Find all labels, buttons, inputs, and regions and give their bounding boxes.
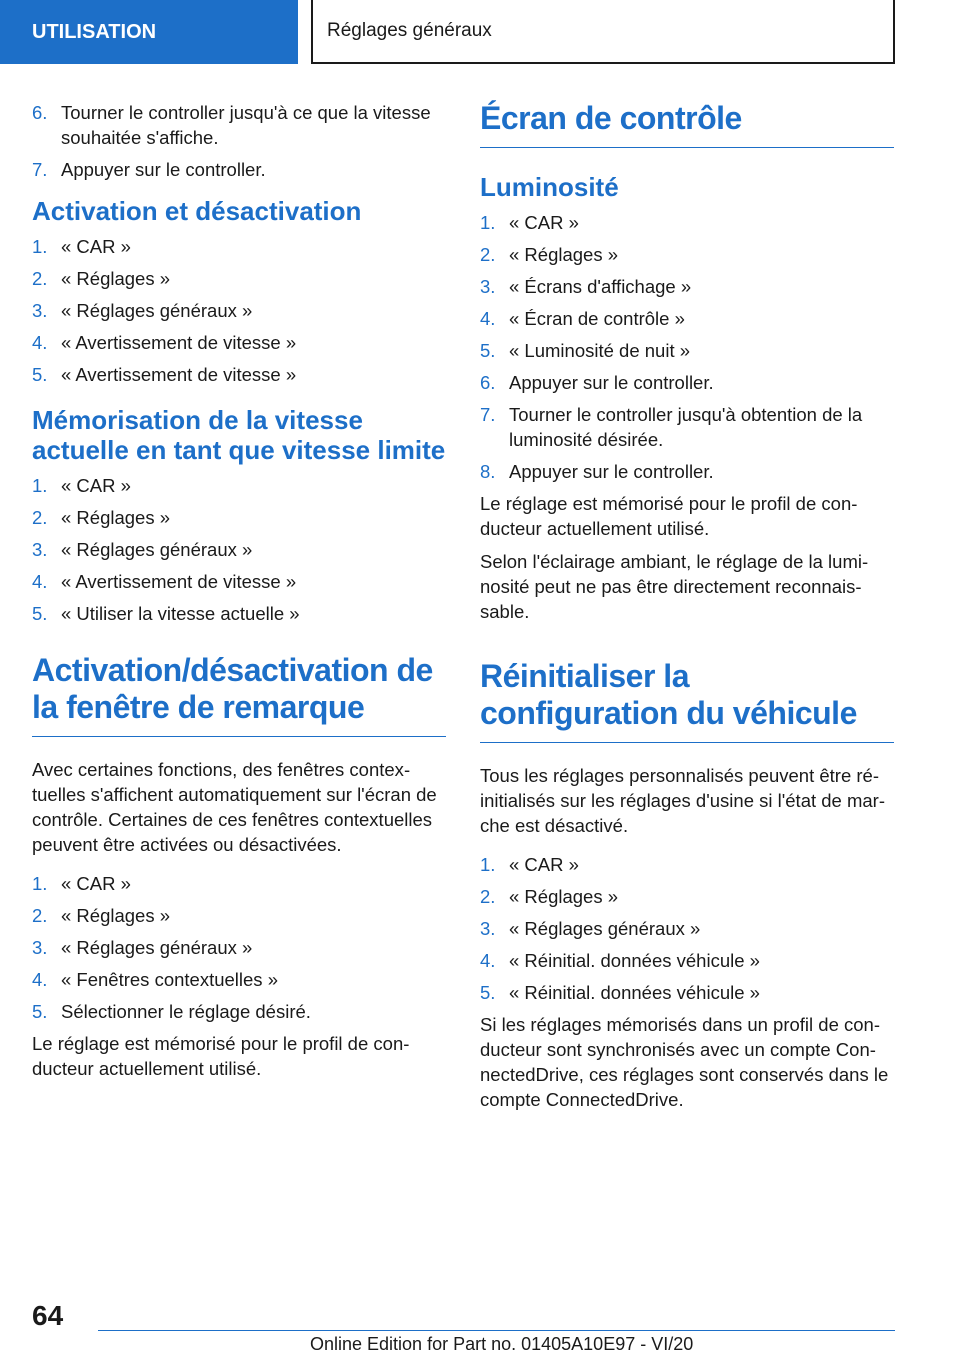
footer-divider: [98, 1330, 895, 1331]
list-item: 3. « Réglages généraux »: [32, 300, 253, 321]
fenetre-steps: [32, 871, 446, 1024]
list-item: 6. Tourner le controller jusqu'à ce que la vitesse souhaitée s'affiche.: [32, 102, 431, 148]
list-item: 2. « Réglages »: [32, 905, 171, 926]
memorisation-heading: Mémorisation de la vitesse actuelle en tant que vitesse limite: [32, 405, 446, 465]
memorisation-steps: [32, 473, 446, 626]
ecran-heading: Écran de contrôle: [480, 100, 894, 148]
section-title: UTILISATION: [32, 20, 157, 43]
list-item: 3. « Réglages généraux »: [480, 918, 701, 939]
list-item: 2. « Réglages »: [480, 886, 619, 907]
list-item: 8. Appuyer sur le controller.: [480, 461, 714, 482]
luminosite-ambient-note: Selon l'éclairage ambiant, le réglage de la luminosité peut ne pas être directement reconnaissable.: [480, 551, 869, 622]
list-item: 3. « Réglages généraux »: [32, 937, 253, 958]
list-item: 4. « Réinitial. données véhicule »: [480, 950, 760, 971]
reinit-heading: Réinitialiser la configuration du véhicule: [480, 658, 894, 743]
page-number: 64: [32, 1300, 64, 1331]
list-item: 2. « Réglages »: [32, 507, 171, 528]
chapter-title: Réglages généraux: [327, 20, 492, 41]
list-item: 3. « Écrans d'affichage »: [480, 276, 692, 297]
reinit-note: Si les réglages mémorisés dans un profil de conducteur sont synchronisés avec un compte ConnectedDrive, ces réglages sont conservés dans le compte ConnectedDrive.: [480, 1014, 889, 1110]
activation-steps: [32, 234, 446, 387]
reinit-steps: [480, 852, 894, 1005]
list-item: 7. Tourner le controller jusqu'à obtention de la luminosité désirée.: [480, 404, 863, 450]
list-item: 5. « Avertissement de vitesse »: [32, 364, 297, 385]
luminosite-heading: Luminosité: [480, 172, 619, 202]
edition-info: Online Edition for Part no. 01405A10E97 - VI/20: [310, 1334, 694, 1354]
list-item: 5. Sélectionner le réglage désiré.: [32, 1001, 311, 1022]
list-item: 1. « CAR »: [32, 236, 131, 257]
list-item: 2. « Réglages »: [32, 268, 171, 289]
list-item: 2. « Réglages »: [480, 244, 619, 265]
right-column: [480, 100, 894, 1120]
list-item: 4. « Avertissement de vitesse »: [32, 332, 297, 353]
fenetre-note: Le réglage est mémorisé pour le profil de conducteur actuellement utilisé.: [32, 1033, 410, 1079]
fenetre-intro: Avec certaines fonctions, des fenêtres contextuelles s'affichent automatiquement sur l'écran de contrôle. Certaines de ces fenêtres contextuelles peuvent être activées ou désactivées.: [32, 759, 437, 855]
chapter-header: [311, 0, 895, 64]
list-item: 1. « CAR »: [480, 854, 579, 875]
activation-heading: Activation et désactivation: [32, 196, 362, 226]
luminosite-steps: [480, 210, 894, 484]
continued-steps: [32, 100, 446, 182]
list-item: 7. Appuyer sur le controller.: [32, 159, 266, 180]
list-item: 1. « CAR »: [32, 475, 131, 496]
list-item: 1. « CAR »: [32, 873, 131, 894]
reinit-intro: Tous les réglages personnalisés peuvent être réinitialisés sur les réglages d'usine si l'état de marche est désactivé.: [480, 765, 886, 836]
list-item: 5. « Luminosité de nuit »: [480, 340, 691, 361]
list-item: 4. « Écran de contrôle »: [480, 308, 685, 329]
list-item: 1. « CAR »: [480, 212, 579, 233]
list-item: 4. « Avertissement de vitesse »: [32, 571, 297, 592]
section-tab: [0, 0, 298, 64]
list-item: 5. « Utiliser la vitesse actuelle »: [32, 603, 300, 624]
fenetre-heading: Activation/désactivation de la fenêtre de remarque: [32, 652, 446, 737]
list-item: 5. « Réinitial. données véhicule »: [480, 982, 760, 1003]
list-item: 4. « Fenêtres contextuelles »: [32, 969, 278, 990]
luminosite-note: Le réglage est mémorisé pour le profil de conducteur actuellement utilisé.: [480, 493, 858, 539]
list-item: 6. Appuyer sur le controller.: [480, 372, 714, 393]
left-column: [32, 100, 446, 1089]
list-item: 3. « Réglages généraux »: [32, 539, 253, 560]
